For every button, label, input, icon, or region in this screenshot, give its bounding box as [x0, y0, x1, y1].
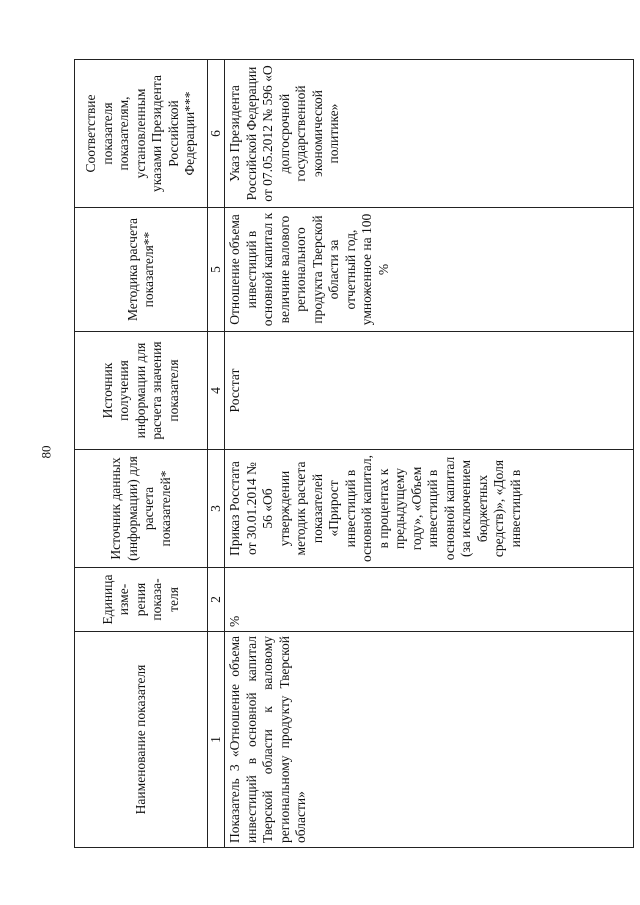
column-number: 6 [208, 60, 225, 208]
indicator-name-cell: Показатель 3 «Отношение объема инвестиций в основной капитал Тверской области к валовому региональному продукту Тверской области» [225, 632, 634, 848]
table-row [225, 60, 634, 848]
indicator-table [74, 59, 634, 848]
info-source-cell: Росстат [225, 332, 634, 450]
column-number: 4 [208, 332, 225, 450]
page-number: 80 [38, 445, 54, 459]
method-cell: Отношение объема инвестиций в основной капитал к величине валового регионального продукта Тверской области за отчетный год, умноженное на 100 % [225, 208, 634, 332]
column-number: 3 [208, 450, 225, 568]
data-source-cell: Приказ Росстата от 30.01.2014 № 56 «Об утверждении методик расчета показателей «Прирост инвестиций в основной капитал, в процентах к предыдущему году», «Объем инвестиций в основной капитал (за исключением бюджетных средств)», «Доля инвестиций в [225, 450, 634, 568]
header-decree: Соответствие показателя показателям, установленным указами Президента Российской Федерации*** [75, 60, 208, 208]
column-number: 1 [208, 632, 225, 848]
rotated-table-container [74, 60, 634, 848]
header-info-source: Источник получения информации для расчета значения показателя [75, 332, 208, 450]
column-number: 5 [208, 208, 225, 332]
header-indicator-name: Наименование показателя [75, 632, 208, 848]
unit-cell: % [225, 568, 634, 632]
column-number-row [208, 60, 225, 848]
header-method: Методика расчета показателя** [75, 208, 208, 332]
decree-cell: Указ Президента Российской Федерации от 07.05.2012 № 596 «О долгосрочной государственной экономической политике» [225, 60, 634, 208]
header-data-source: Источник данных (информации) для расчета показателей* [75, 450, 208, 568]
column-number: 2 [208, 568, 225, 632]
header-row [75, 60, 208, 848]
header-unit: Единица изме-рения показа-теля [75, 568, 208, 632]
